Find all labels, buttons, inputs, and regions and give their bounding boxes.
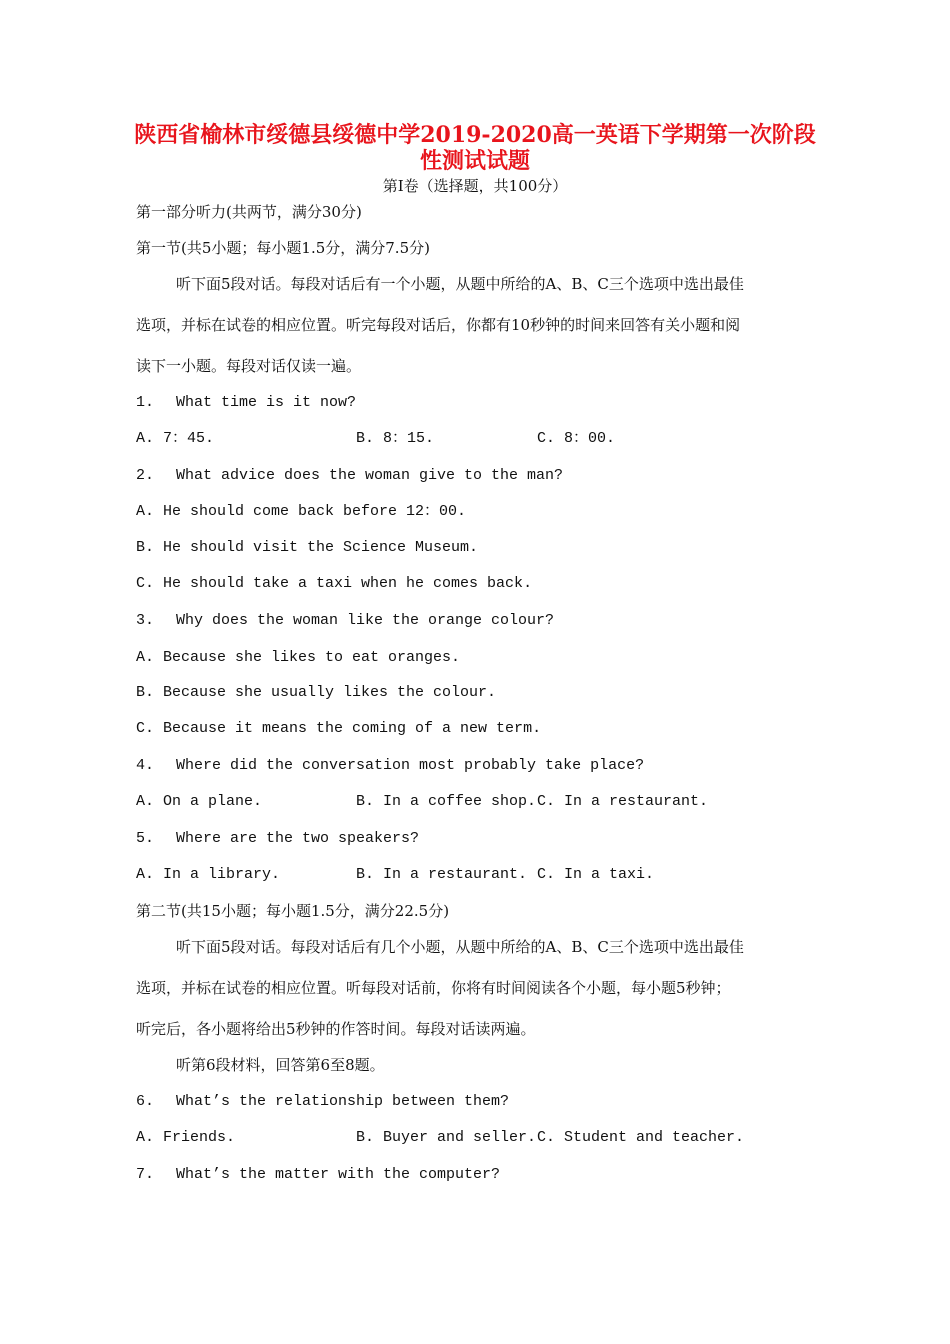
volume-header: 第I卷（选择题，共100分） bbox=[382, 177, 568, 195]
section2-header: 第二节(共15小题；每小题1.5分，满分22.5分) bbox=[136, 902, 450, 920]
option-c: C. In a taxi. bbox=[537, 866, 655, 883]
question-text: Where are the two speakers? bbox=[176, 830, 420, 847]
question-text: What advice does the woman give to the man? bbox=[176, 467, 564, 484]
option-c: C. 8：00. bbox=[537, 430, 616, 447]
option-c: C. He should take a taxi when he comes back. bbox=[136, 575, 533, 592]
option-a: A. He should come back before 12：00. bbox=[136, 503, 467, 520]
part1-header: 第一部分听力(共两节，满分30分) bbox=[136, 203, 362, 221]
option-b: B. He should visit the Science Museum. bbox=[136, 539, 479, 556]
section2-instruction-line: 选项，并标在试卷的相应位置。听每段对话前，你将有时间阅读各个小题，每小题5秒钟； bbox=[136, 979, 731, 997]
title-line-1: 陕西省榆林市绥德县绥德中学2019-2020高一英语下学期第一次阶段 bbox=[134, 122, 816, 148]
option-b: B. In a coffee shop. bbox=[356, 793, 537, 810]
section1-header: 第一节(共5小题；每小题1.5分，满分7.5分) bbox=[136, 239, 430, 257]
option-a: A. On a plane. bbox=[136, 793, 263, 810]
question-number: 1. bbox=[136, 394, 155, 411]
section1-instruction-line: 选项，并标在试卷的相应位置。听完每段对话后，你都有10秒钟的时间来回答有关小题和阅 bbox=[136, 316, 741, 334]
option-a: A. Friends. bbox=[136, 1129, 236, 1146]
question-number: 5. bbox=[136, 830, 155, 847]
option-b: B. 8：15. bbox=[356, 430, 435, 447]
option-b: B. Because she usually likes the colour. bbox=[136, 684, 497, 701]
question-5 bbox=[136, 829, 826, 849]
question-7 bbox=[136, 1165, 826, 1185]
question-2 bbox=[136, 466, 826, 486]
question-4 bbox=[136, 756, 826, 776]
title-line-2: 性测试试题 bbox=[419, 148, 530, 174]
question-6 bbox=[136, 1092, 826, 1112]
option-c: C. Because it means the coming of a new term. bbox=[136, 720, 542, 737]
question-number: 6. bbox=[136, 1093, 155, 1110]
section1-instruction-line: 听下面5段对话。每段对话后有一个小题，从题中所给的A、B、C三个选项中选出最佳 bbox=[176, 275, 744, 293]
section2-instruction-line: 听下面5段对话。每段对话后有几个小题，从题中所给的A、B、C三个选项中选出最佳 bbox=[176, 938, 744, 956]
section2-instruction-line: 听完后，各小题将给出5秒钟的作答时间。每段对话读两遍。 bbox=[136, 1020, 536, 1038]
question-text: What time is it now? bbox=[176, 394, 357, 411]
option-a: A. In a library. bbox=[136, 866, 281, 883]
material-6-intro: 听第6段材料，回答第6至8题。 bbox=[176, 1056, 385, 1074]
question-1 bbox=[136, 393, 826, 413]
option-c: C. Student and teacher. bbox=[537, 1129, 745, 1146]
question-text: What’s the matter with the computer? bbox=[176, 1166, 501, 1183]
question-3 bbox=[136, 611, 826, 631]
option-a: A. Because she likes to eat oranges. bbox=[136, 649, 461, 666]
option-b: B. In a restaurant. bbox=[356, 866, 528, 883]
question-text: Where did the conversation most probably take place? bbox=[176, 757, 645, 774]
section1-instruction-line: 读下一小题。每段对话仅读一遍。 bbox=[136, 357, 362, 375]
question-number: 7. bbox=[136, 1166, 155, 1183]
option-c: C. In a restaurant. bbox=[537, 793, 709, 810]
option-a: A. 7：45. bbox=[136, 430, 215, 447]
question-number: 4. bbox=[136, 757, 155, 774]
question-number: 3. bbox=[136, 612, 155, 629]
question-text: Why does the woman like the orange colour? bbox=[176, 612, 555, 629]
question-number: 2. bbox=[136, 467, 155, 484]
option-b: B. Buyer and seller. bbox=[356, 1129, 537, 1146]
document-title bbox=[120, 122, 830, 174]
question-text: What’s the relationship between them? bbox=[176, 1093, 510, 1110]
